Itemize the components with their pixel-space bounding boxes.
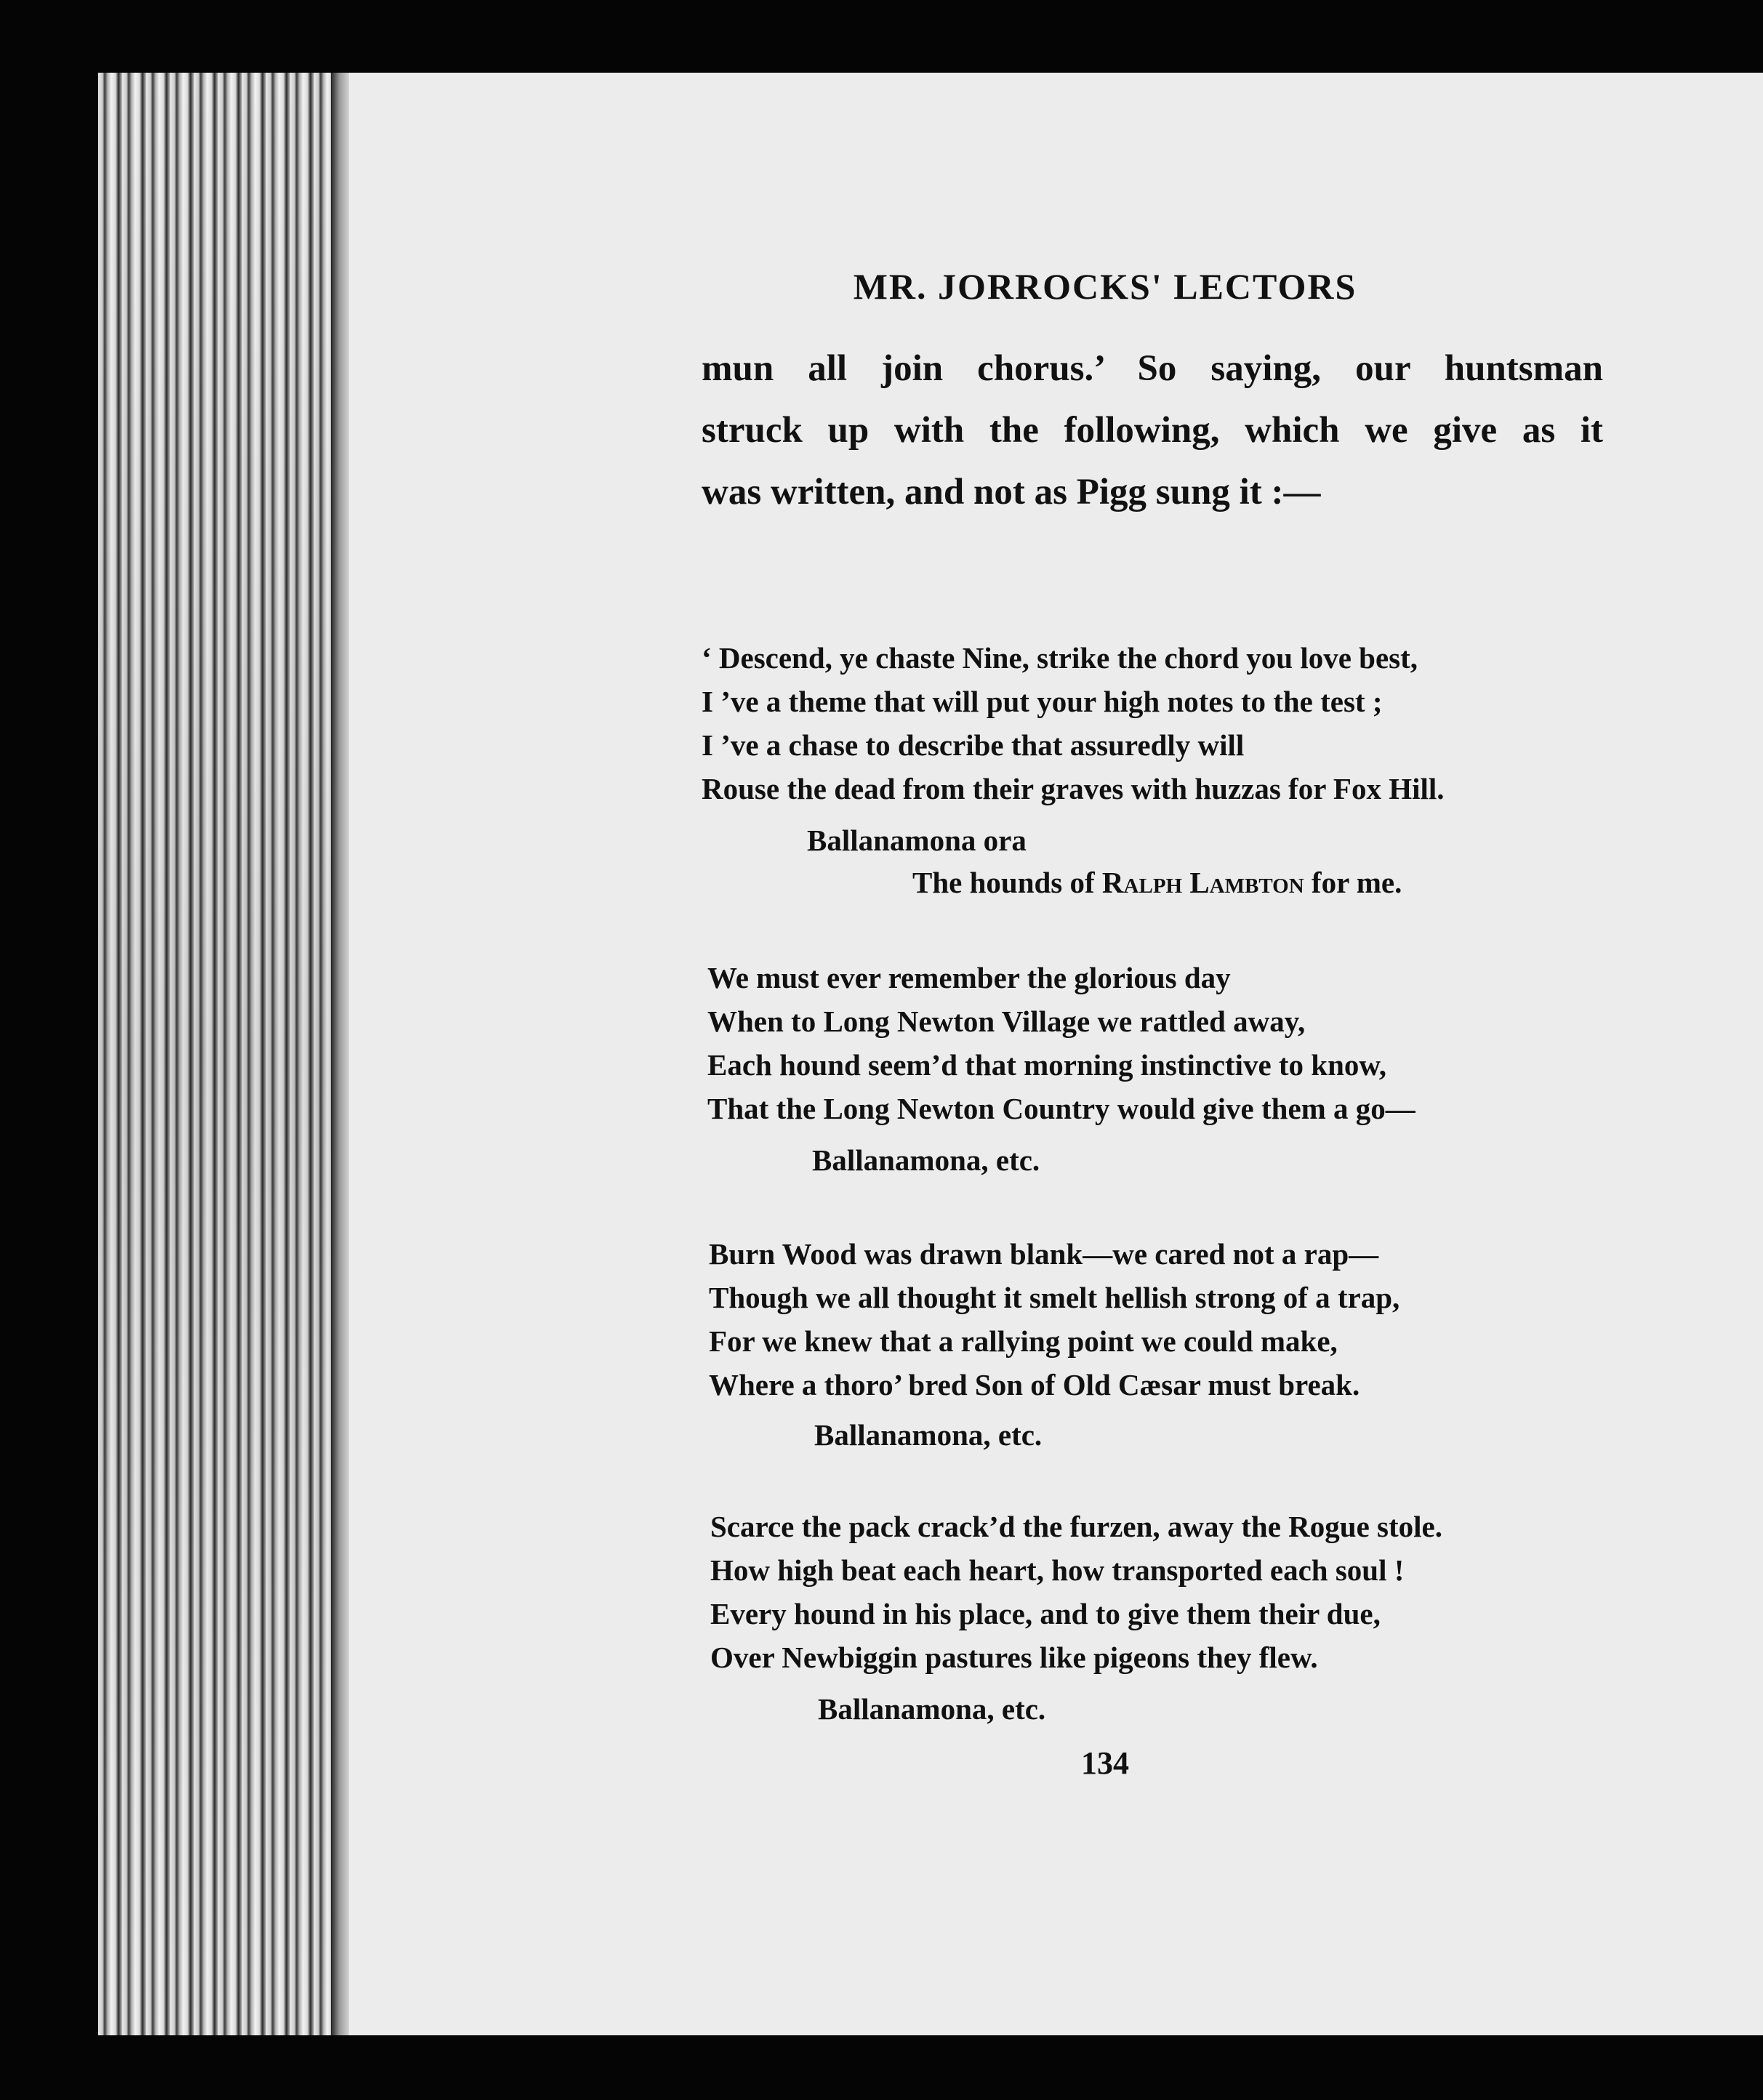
verse-line: ‘ Descend, ye chaste Nine, strike the chord you love best,: [702, 641, 1418, 675]
verse-line: We must ever remember the glorious day: [707, 961, 1231, 994]
book-page: [349, 73, 1763, 2035]
verse-line: How high beat each heart, how transported each soul !: [710, 1553, 1405, 1587]
page-number: 134: [1081, 1745, 1129, 1781]
prose-line: struck up with the following, which we give as it: [702, 410, 1603, 451]
stanza-1: [702, 636, 1632, 810]
verse-line: Burn Wood was drawn blank—we cared not a rap—: [709, 1237, 1379, 1271]
verse-line: I ’ve a chase to describe that assuredly will: [702, 728, 1245, 762]
refrain-text: The hounds of: [912, 866, 1102, 899]
verse-line: Every hound in his place, and to give them their due,: [710, 1597, 1381, 1630]
book-page-edges: [98, 73, 349, 2035]
stanza-2: [707, 956, 1638, 1130]
stanza-4: [710, 1505, 1641, 1679]
verse-line: For we knew that a rallying point we could make,: [709, 1324, 1338, 1358]
refrain-line: [912, 865, 1402, 900]
verse-line: I ’ve a theme that will put your high notes to the test ;: [702, 685, 1383, 718]
refrain-line: Ballanamona, etc.: [814, 1418, 1043, 1452]
verse-line: Over Newbiggin pastures like pigeons they flew.: [710, 1641, 1318, 1674]
running-head: MR. JORROCKS' LECTORS: [853, 266, 1357, 307]
refrain-line: Ballanamona, etc.: [812, 1143, 1040, 1177]
verse-line: That the Long Newton Country would give them a go—: [707, 1092, 1415, 1125]
refrain-name: Ralph Lambton: [1101, 866, 1304, 899]
verse-line: Each hound seem’d that morning instinctive to know,: [707, 1048, 1387, 1082]
refrain-line: Ballanamona ora: [807, 824, 1027, 857]
verse-line: When to Long Newton Village we rattled away,: [707, 1005, 1306, 1038]
refrain-text: for me.: [1304, 866, 1402, 899]
prose-paragraph: [702, 338, 1603, 523]
verse-line: Scarce the pack crack’d the furzen, away the Rogue stole.: [710, 1510, 1442, 1543]
verse-line: Though we all thought it smelt hellish strong of a trap,: [709, 1281, 1400, 1314]
verse-line: Rouse the dead from their graves with huzzas for Fox Hill.: [702, 772, 1445, 805]
prose-line: mun all join chorus.’ So saying, our huntsman: [702, 348, 1603, 389]
refrain-line: Ballanamona, etc.: [818, 1692, 1046, 1726]
stanza-3: [709, 1232, 1639, 1407]
prose-line: was written, and not as Pigg sung it :—: [702, 472, 1321, 512]
verse-line: Where a thoro’ bred Son of Old Cæsar must break.: [709, 1368, 1360, 1401]
